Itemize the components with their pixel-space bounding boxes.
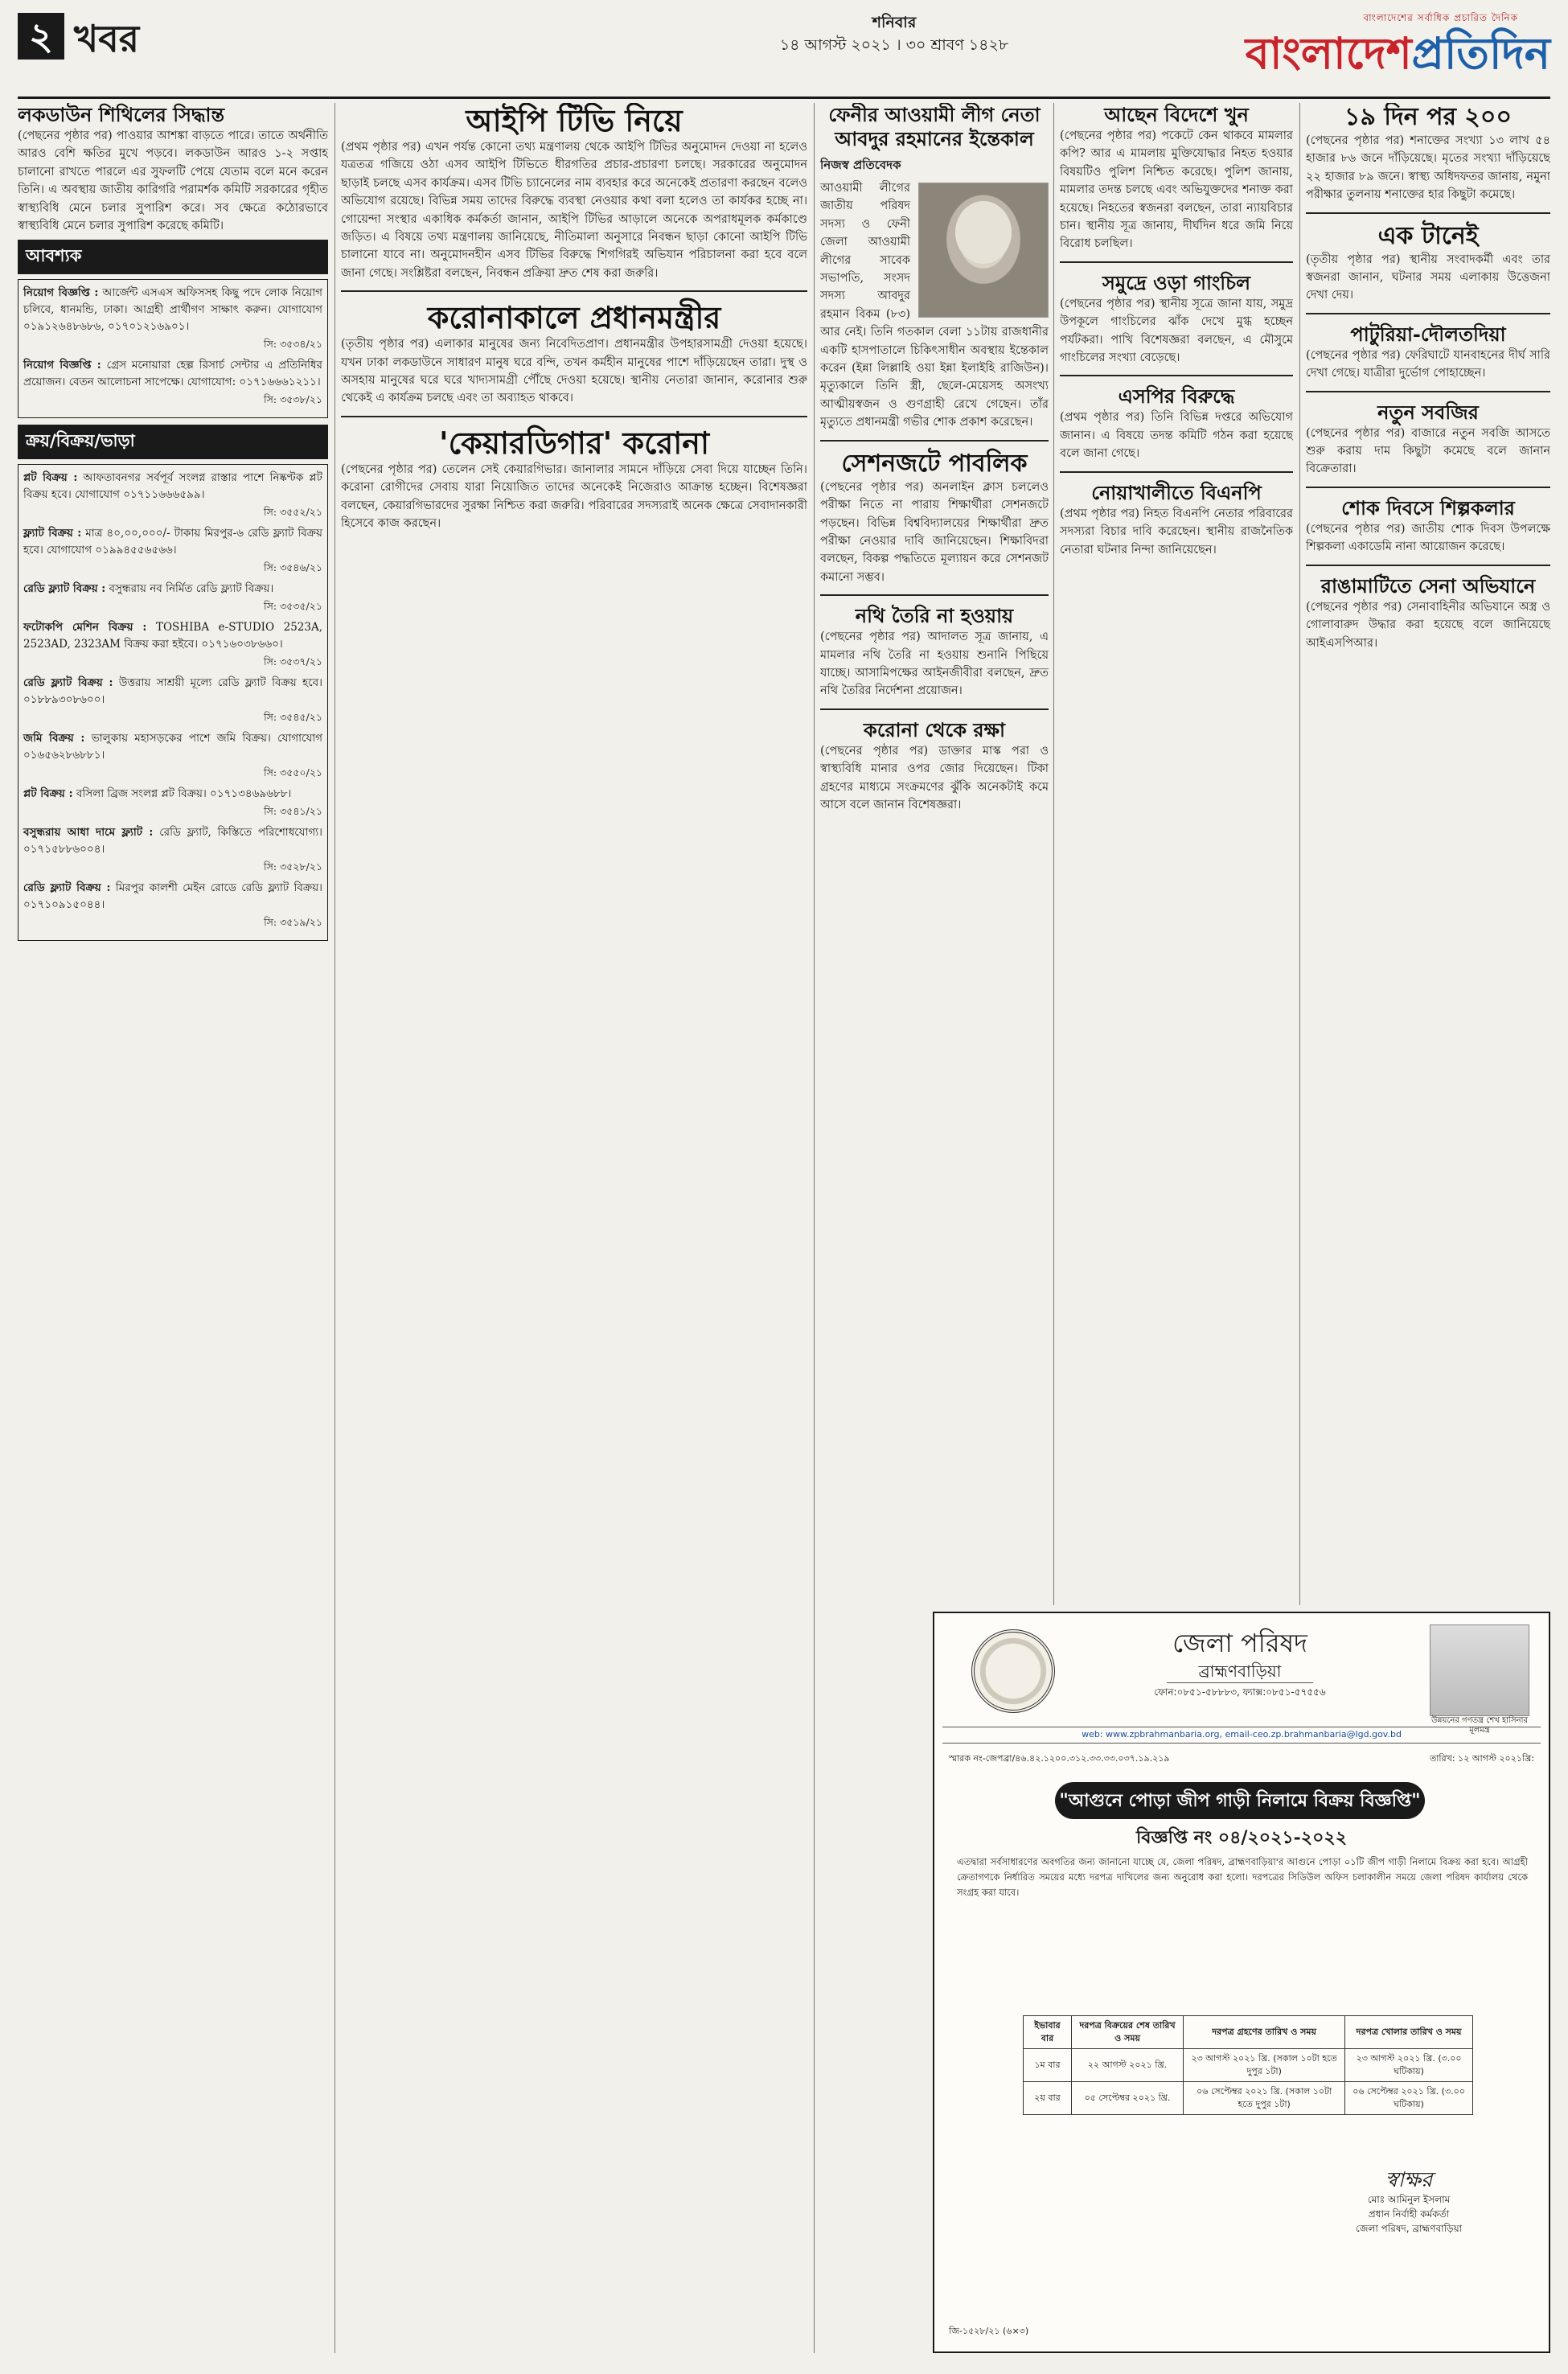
column-three [820, 103, 1049, 1605]
classified-ad [23, 786, 322, 819]
ad-category: প্লট বিক্রয় : [23, 787, 73, 801]
ad-category: নিয়োগ বিজ্ঞপ্তি : [23, 286, 99, 300]
table-cell: ১ম বার [1024, 2049, 1072, 2082]
ad-notice-number: বিজ্ঞপ্তি নং ০৪/২০২১-২০২২ [1135, 1827, 1348, 1848]
table-header: দরপত্র বিক্রয়ের শেষ তারিখ ও সময় [1071, 2016, 1183, 2049]
ad-code: সি: ৩৫৩৭/২১ [264, 655, 322, 668]
ad-category: প্লট বিক্রয় : [23, 471, 78, 485]
ad-code: সি: ৩৫৫০/২১ [264, 766, 322, 779]
headline-ip-tv: আইপি টিভি নিয়ে [466, 103, 683, 138]
headline-sp: এসপির বিরুদ্ধে [1118, 384, 1235, 409]
table-header-row [1024, 2016, 1473, 2049]
ad-code: সি: ৩৫২৮/২১ [264, 860, 322, 873]
ad-text: আফতাবনগর সর্বপূর্ব সংলগ্ন রাস্তার পাশে নিষ্কণ্টক প্লট বিক্রয় হবে। যোগাযোগ ০১৭১১৬৬৬৫৯৯। [23, 471, 322, 502]
ad-code: সি: ৩৫৩৪/২১ [264, 338, 322, 351]
ad-category: জমি বিক্রয় : [23, 732, 85, 745]
date-line [532, 11, 1256, 56]
classified-box-wanted [18, 279, 328, 418]
article-divider [1306, 391, 1550, 392]
column-four [1060, 103, 1293, 1605]
tender-schedule-table [1023, 2015, 1473, 2115]
ad-text: বসিলা ব্রিজ সংলগ্ন প্লট বিক্রয়। ০১৭১৩৪৬৯৬৮৮। [76, 787, 292, 801]
article-divider [820, 440, 1049, 442]
ad-code: সি: ৩৫৩৫/২১ [264, 600, 322, 613]
portrait-image [1430, 1624, 1529, 1716]
article-covid-protection-body: (পেছনের পৃষ্ঠার পর) ডাক্তার মাস্ক পরা ও স্বাস্থ্যবিধি মানার ওপর জোর দিয়েছেন। টিকা গ্রহণের মাধ্যমে সংক্রমণের ঝুঁকি অনেকটাই কমে আসে বলে জানান বিশেষজ্ঞরা। [820, 744, 1049, 811]
ad-text: গ্রেস মনোয়ারা হেল্প রিসার্চ সেন্টার এ প্রতিনিধির প্রয়োজন। বেতন আলোচনা সাপেক্ষে। যোগাযোগ: ০১৭১৬৬৬১২১১। [23, 359, 322, 389]
article-divider [1060, 375, 1293, 376]
ad-code: সি: ৩৫৫২/২১ [264, 506, 322, 519]
ad-text: উত্তরায় সাশ্রয়ী মূল্যে রেডি ফ্ল্যাট বিক্রয় হবে। ০১৮৮৯৩০৮৬০০। [23, 676, 322, 707]
table-cell: ২২ আগস্ট ২০২১ খ্রি. [1071, 2049, 1183, 2082]
table-header: দরপত্র খোলার তারিখ ও সময় [1345, 2016, 1473, 2049]
article-divider [820, 594, 1049, 596]
article-divider [820, 709, 1049, 710]
table-cell: ০৬ সেপ্টেম্বর ২০২১ খ্রি. (৩.০০ ঘটিকায়) [1345, 2082, 1473, 2115]
article-divider [1306, 212, 1550, 214]
classified-title-buy-sell: ক্রয়/বিক্রয়/ভাড়া [18, 425, 328, 459]
tender-advertisement [933, 1612, 1550, 2353]
logo-wordmark [1246, 27, 1550, 79]
table-row [1024, 2049, 1473, 2082]
column-classifieds [18, 103, 328, 2353]
classified-ad [23, 824, 322, 875]
ad-body-text: এতদ্বারা সর্বসাধারণের অবগতির জন্য জানানো যাচ্ছে যে, জেলা পরিষদ, ব্রাহ্মণবাড়িয়া'র আগুনে পোড়া ০১টি জীপ গাড়ী নিলামে বিক্রয় করা হবে। আগ্রহী ক্রেতাগণকে নির্ধারিত সময়ের মধ্যে দরপত্র দাখিলের জন্য অনুরোধ করা হলো। দরপত্রের সিডিউল অফিস চলাকালীন সময়ে জেলা পরিষদ কার্যালয় থেকে সংগ্রহ করা যাবে। [957, 1856, 1528, 1898]
classified-ad [23, 880, 322, 930]
portrait-caption: উন্নয়নের গণতন্ত্র শেখ হাসিনার মূলমন্ত্র [1431, 1716, 1528, 1735]
classified-ad [23, 675, 322, 725]
ad-text: বসুন্ধরায় নব নির্মিত রেডি ফ্ল্যাট বিক্রয়। [109, 582, 274, 596]
ad-banner-title: "আগুনে পোড়া জীপ গাড়ী নিলামে বিক্রয় বিজ্ঞপ্তি" [1055, 1782, 1425, 1819]
ad-phone: ফোন:০৮৫১-৫৮৮৮৩, ফ্যাক্স:০৮৫১-৫৭৫৫৬ [1154, 1686, 1326, 1698]
ad-text: আর্জেন্ট এসএস অফিসসহ কিছু পদে লোক নিয়োগ চলিবে, ধানমন্ডি, ঢাকা। আগ্রহী প্রার্থীগণ সাক্ষাৎ করুন। যোগাযোগ ০১৯১২৬৪৮৬৮৬, ০১৭০১২১৬৯০১। [23, 286, 323, 334]
article-ferry-body: (পেছনের পৃষ্ঠার পর) ফেরিঘাটে যানবাহনের দীর্ঘ সারি দেখা গেছে। যাত্রীরা দুর্ভোগ পোহাচ্ছেন। [1306, 348, 1550, 380]
article-divider [1060, 261, 1293, 263]
article-case-file-body: (পেছনের পৃষ্ঠার পর) আদালত সূত্র জানায়, এ মামলার নথি তৈরি না হওয়ায় শুনানি পিছিয়ে যাচ্ছে। আসামিপক্ষের আইনজীবীরা বলছেন, দ্রুত নথি তৈরির নির্দেশনা প্রয়োজন। [820, 630, 1049, 698]
dates: ১৪ আগস্ট ২০২১ । ৩০ শ্রাবণ ১৪২৮ [779, 36, 1009, 54]
ad-text: TOSHIBA e-STUDIO 2523A, 2523AD, 2323AM বিক্রয় করা হইবে। ০১৭১৬০৩৮৬৬০। [23, 621, 322, 651]
ad-text: রেডি ফ্ল্যাট, কিস্তিতে পরিশোধযোগ্য। ০১৭১৫৮৮৬০০৪। [23, 826, 322, 856]
classified-box-buy-sell [18, 464, 328, 941]
signature: স্বাক্ষর [1385, 2168, 1433, 2192]
classified-ad [23, 357, 322, 408]
headline-pm-covid: করোনাকালে প্রধানমন্ত্রীর [427, 299, 721, 336]
table-header: ইভাবার বার [1024, 2016, 1072, 2049]
article-caregiver-body: (পেছনের পৃষ্ঠার পর) তেলেন সেই কেয়ারগিভার। জানালার সামনে দাঁড়িয়ে সেবা দিয়ে যাচ্ছেন তিনি। করোনা রোগীদের সেবায় যারা নিয়োজিত তাদের অনেকেই নিজেরাও আক্রান্ত হচ্ছেন। বিশেষজ্ঞরা বলছেন, কেয়ারগিভারদের সুরক্ষা নিশ্চিত করা জরুরি। পরিবারের সদস্যরাই অনেক ক্ষেত্রে সেবাদানকারী হিসেবে কাজ করছেন। [341, 462, 807, 531]
signer-name: মোঃ আমিনুল ইসলাম [1367, 2194, 1451, 2205]
ad-category: বসুন্ধরায় আধা দামে ফ্ল্যাট : [23, 826, 154, 840]
ad-category: রেডি ফ্ল্যাট বিক্রয় : [23, 676, 113, 690]
table-cell: ২৩ আগস্ট ২০২১ খ্রি. (সকাল ১০টা হতে দুপুর ১টা) [1184, 2049, 1345, 2082]
logo-accent: প্রতিদিন [1411, 27, 1550, 79]
table-cell: ০৬ সেপ্টেম্বর ২০২১ খ্রি. (সকাল ১০টা হতে দুপুর ১টা) [1184, 2082, 1345, 2115]
article-divider [1306, 487, 1550, 488]
ad-text: ভালুকায় মহাসড়কের পাশে জমি বিক্রয়। যোগাযোগ ০১৬৫৬২৮৬৮৮১। [23, 732, 323, 762]
ad-code: সি: ৩৫৩৮/২১ [264, 393, 322, 406]
headline-mourning-day: শোক দিবসে শিল্পকলার [1341, 495, 1515, 520]
article-lockdown-body: (পেছনের পৃষ্ঠার পর) পাওয়ার আশঙ্কা বাড়তে পারে। তাতে অর্থনীতি আরও বেশি ক্ষতির মুখে পড়বে। লকডাউন আরও ১-২ সপ্তাহ চালানো রাখতে পারলে এর সুফলটি পেয়ে যেতাম বলে মনে করেন তিনি। এ অবস্থায় জাতীয় কারিগরি পরামর্শক কমিটি সরকারের গৃহীত স্বাস্থ্যবিধি মেনে চলার সুপারিশ করে। সব ক্ষেত্রে কঠোরভাবে স্বাস্থ্যবিধি মেনে চলার সুপারিশ করেছে কমিটি। [18, 129, 328, 233]
headline-19-days: ১৯ দিন পর ২০০ [1344, 103, 1512, 131]
ad-organization [1071, 1626, 1409, 1701]
article-seagull-body: (পেছনের পৃষ্ঠার পর) স্থানীয় সূত্রে জানা যায়, সমুদ্র উপকূলে গাংচিলের ঝাঁক দেখে মুগ্ধ হচ্ছেন পর্যটকরা। পাখি বিশেষজ্ঞরা বলছেন, এ মৌসুমে গাংচিলের সংখ্যা বেড়েছে। [1060, 297, 1293, 365]
headline-case-file: নথি তৈরি না হওয়ায় [855, 604, 1014, 628]
article-divider [1306, 565, 1550, 566]
ad-category: রেডি ফ্ল্যাট বিক্রয় : [23, 582, 106, 596]
ad-category: নিয়োগ বিজ্ঞপ্তি : [23, 359, 101, 372]
column-divider [1053, 103, 1054, 1605]
section-label: খবর [74, 17, 140, 60]
article-session-jam-body: (পেছনের পৃষ্ঠার পর) অনলাইন ক্লাস চললেও পরীক্ষা নিতে না পারায় শিক্ষার্থীরা সেশনজটে পড়ছেন। বিভিন্ন বিশ্ববিদ্যালয়ের শিক্ষার্থীরা দ্রুত পরীক্ষা নেওয়ার দাবি জানিয়েছেন। শিক্ষাবিদরা বলছেন, বিকল্প পদ্ধতিতে মূল্যায়ন করে সেশনজট কমানো সম্ভব। [820, 480, 1049, 584]
ad-code: জি-১৫২৮/২১ (৬×৩) [949, 2326, 1029, 2336]
logo-tagline: বাংলাদেশের সর্বাধিক প্রচারিত দৈনিক [1363, 12, 1518, 23]
classified-ad [23, 525, 322, 576]
article-feni-body: আওয়ামী লীগের জাতীয় পরিষদ সদস্য ও ফেনী জেলা আওয়ামী লীগের সাবেক সভাপতি, সংসদ সদস্য আবদুর রহমান বিকম (৮৩) আর নেই। তিনি গতকাল বেলা ১১টায় রাজধানীর একটি হাসপাতালে চিকিৎসাধীন অবস্থায় ইন্তেকাল করেন (ইন্না লিল্লাহি ওয়া ইন্না ইলাইহি রাজিউন)। মৃত্যুকালে তিনি স্ত্রী, ছেলে-মেয়েসহ অসংখ্য আত্মীয়স্বজন ও গুণগ্রাহী রেখে গেছেন। তাঁর মৃত্যুতে প্রধানমন্ত্রী গভীর শোক প্রকাশ করেছেন। [820, 182, 1049, 429]
article-divider [1306, 313, 1550, 314]
article-divider [1060, 471, 1293, 473]
ad-org-name: জেলা পরিষদ [1172, 1628, 1307, 1658]
article-divider [341, 290, 807, 292]
headline-seagull: সমুদ্রে ওড়া গাংচিল [1102, 270, 1250, 294]
headline-feni-leader: ফেনীর আওয়ামী লীগ নেতা আবদুর রহমানের ইন্তেকাল [828, 103, 1041, 150]
article-pm-covid-body: (তৃতীয় পৃষ্ঠার পর) এলাকার মানুষের জন্য নিবেদিতপ্রাণ। প্রধানমন্ত্রীর উপহারসামগ্রী দেওয়া হয়েছে। যখন ঢাকা লকডাউনে সাধারণ মানুষ ঘরে বন্দি, তখন কর্মহীন মানুষের পাশে দাঁড়িয়েছেন তারা। দুস্থ ও অসহায় মানুষের ঘরে ঘরে খাদ্যসামগ্রী পৌঁছে দেওয়া হয়েছে। স্থানীয় নেতারা জানান, করোনার শুরু থেকেই এ কার্যক্রম চলছে এবং তা অব্যাহত থাকবে। [341, 338, 807, 405]
classified-ad [23, 581, 322, 614]
ad-memo-number: স্মারক নং-জেপব্রা/৪৬.৪২.১২০০.৩১২.৩৩.৩৩.০৩৭.১৯.২১৯ [949, 1753, 1170, 1764]
headline-covid-protection: করোনা থেকে রক্ষা [864, 717, 1005, 741]
ad-date: তারিখ: ১২ আগস্ট ২০২১খ্রি: [1429, 1753, 1534, 1764]
headline-one-pull: এক টানেই [1377, 221, 1479, 250]
headline-ferry: পাটুরিয়া-দৌলতদিয়া [1350, 322, 1506, 346]
ad-code: সি: ৩৫১৯/২১ [264, 916, 322, 929]
ad-org-place: ব্রাহ্মণবাড়িয়া [1167, 1660, 1314, 1683]
article-19-days-body: (পেছনের পৃষ্ঠার পর) শনাক্তের সংখ্যা ১৩ লাখ ৫৪ হাজার ৮৬ জনে দাঁড়িয়েছে। মৃতের সংখ্যা দাঁড়িয়েছে ২২ হাজার ৮৯ জনে। স্বাস্থ্য অধিদফতর জানায়, নমুনা পরীক্ষার তুলনায় শনাক্তের হার কিছুটা কমেছে। [1306, 134, 1550, 202]
headline-lockdown: লকডাউন শিথিলের সিদ্ধান্ত [18, 103, 225, 126]
headline-rangamati: রাঙামাটিতে সেনা অভিযানে [1320, 573, 1536, 598]
ad-signature-block [1304, 2168, 1513, 2236]
article-divider [341, 416, 807, 417]
portrait-photo [918, 183, 1049, 318]
table-cell: ০৫ সেপ্টেম্বর ২০২১ খ্রি. [1071, 2082, 1183, 2115]
article-sp-body: (প্রথম পৃষ্ঠার পর) তিনি বিভিন্ন দপ্তরে অভিযোগ জানান। এ বিষয়ে তদন্ত কমিটি গঠন করা হয়েছে বলে জানা গেছে। [1060, 411, 1293, 461]
byline: নিজস্ব প্রতিবেদক [820, 158, 901, 172]
signer-org: জেলা পরিষদ, ব্রাহ্মণবাড়িয়া [1355, 2223, 1463, 2234]
headline-session-jam: সেশনজটে পাবলিক [841, 449, 1028, 478]
classified-ad [23, 730, 322, 781]
classified-ad [23, 470, 322, 520]
column-five [1306, 103, 1550, 1605]
headline-noakhali: নোয়াখালীতে বিএনপি [1091, 480, 1262, 504]
table-row [1024, 2082, 1473, 2115]
logo-main: বাংলাদেশ [1245, 27, 1412, 79]
ad-category: রেডি ফ্ল্যাট বিক্রয় : [23, 881, 111, 895]
headline-caregiver: 'কেয়ারডিগার' করোনা [439, 424, 709, 461]
ad-text: মাত্র ৪০,০০,০০০/- টাকায় মিরপুর-৬ রেডি ফ্ল্যাট বিক্রয় হবে। যোগাযোগ ০১৯৯৪৫৫৬৫৬৬। [23, 527, 322, 557]
headline-vegetables: নতুন সবজির [1377, 400, 1479, 424]
ad-web-email: web: www.zpbrahmanbaria.org, email-ceo.zp.brahmanbaria@lgd.gov.bd [942, 1729, 1541, 1744]
table-cell: ২৩ আগস্ট ২০২১ খ্রি. (৩.০০ ঘটিকায়) [1345, 2049, 1473, 2082]
page-number: ২ [18, 13, 64, 60]
article-murder-body: (পেছনের পৃষ্ঠার পর) পকেটে কেন থাকবে মামলার কপি? আর এ মামলায় মুক্তিযোদ্ধার নিহত হওয়ার বিষয়টিও পুলিশ নিশ্চিত করেছে। পুলিশ জানায়, মামলার তদন্ত চলছে এবং অভিযুক্তদের শনাক্ত করা হয়েছে। নিহতের স্বজনরা বলছেন, তারা ন্যায়বিচার চান। স্থানীয় সূত্র জানায়, দীর্ঘদিন ধরে জমি নিয়ে বিরোধ চলছিল। [1060, 129, 1293, 251]
ad-code: সি: ৩৫৪১/২১ [264, 805, 322, 818]
newspaper-logo [1229, 8, 1550, 105]
headline-murder-abroad: আছেন বিদেশে খুন [1104, 103, 1249, 126]
article-rangamati-body: (পেছনের পৃষ্ঠার পর) সেনাবাহিনীর অভিযানে অস্ত্র ও গোলাবারুদ উদ্ধার করা হয়েছে বলে জানিয়েছে আইএসপিআর। [1306, 600, 1550, 650]
signer-title: প্রধান নির্বাহী কর্মকর্তা [1368, 2208, 1450, 2220]
article-mourning-body: (পেছনের পৃষ্ঠার পর) জাতীয় শোক দিবস উপলক্ষে শিল্পকলা একাডেমি নানা আয়োজন করেছে। [1306, 522, 1550, 554]
ad-text: মিরপুর কালশী মেইন রোডে রেডি ফ্ল্যাট বিক্রয়। ০১৭১০৯১৫০৪৪। [23, 881, 322, 912]
ad-category: ফ্ল্যাট বিক্রয় : [23, 527, 82, 540]
government-seal-icon [971, 1629, 1055, 1713]
classified-ad [23, 619, 322, 670]
classified-ad [23, 285, 322, 352]
column-divider [814, 103, 815, 2353]
table-header: দরপত্র গ্রহণের তারিখ ও সময় [1184, 2016, 1345, 2049]
article-one-pull-body: (তৃতীয় পৃষ্ঠার পর) স্থানীয় সংবাদকর্মী এবং তার স্বজনরা জানান, ঘটনার সময় এলাকায় উত্তেজনা দেখা দেয়। [1306, 253, 1550, 302]
article-noakhali-body: (প্রথম পৃষ্ঠার পর) নিহত বিএনপি নেতার পরিবারের সদস্যরা বিচার দাবি করেছেন। স্থানীয় রাজনৈতিক নেতারা ঘটনার নিন্দা জানিয়েছেন। [1060, 507, 1293, 557]
weekday: শনিবার [872, 14, 917, 31]
masthead-rule [18, 97, 1550, 99]
ad-code: সি: ৩৫৪৬/২১ [264, 561, 322, 574]
article-ip-tv-body: (প্রথম পৃষ্ঠার পর) এখন পর্যন্ত কোনো তথ্য মন্ত্রণালয় থেকে আইপি টিভির অনুমোদন দেওয়া না হলেও যত্রতত্র গজিয়ে ওঠা এসব আইপি টিভিতে ধীরগতির প্রচার-প্রচারণা চলছে। সরকারের অনুমোদন ছাড়াই চলছে এসব কার্যক্রম। এসব টিভি চ্যানেলের নাম ব্যবহার করে অনেকেই প্রতারণা করছেন বলেও অভিযোগ রয়েছে। বিভিন্ন সময় তাদের বিরুদ্ধে ব্যবস্থা নেওয়ার কথা বলা হলেও তা কার্যকর হচ্ছে না। গোয়েন্দা সংস্থার একাধিক কর্মকর্তা জানান, আইপি টিভির আড়ালে অনেকে অপরাধমূলক কর্মকাণ্ডে জড়িত। এ বিষয়ে তথ্য মন্ত্রণালয় জানিয়েছে, নীতিমালা অনুসারে নিবন্ধন ছাড়া কোনো আইপি টিভি চালানো যাবে না। অনুমোদনহীন এসব টিভির বিরুদ্ধে শিগগিরই অভিযান পরিচালনা করা হবে বলে জানা গেছে। সংশ্লিষ্টরা বলছেন, নিবন্ধন প্রক্রিয়া দ্রুত শেষ করা জরুরি। [341, 141, 807, 280]
masthead [18, 8, 1550, 105]
column-divider [1299, 103, 1300, 1605]
ad-code: সি: ৩৫৪৫/২১ [264, 711, 322, 724]
article-vegetables-body: (পেছনের পৃষ্ঠার পর) বাজারে নতুন সবজি আসতে শুরু করায় দাম কিছুটা কমেছে বলে জানান বিক্রেতারা। [1306, 426, 1550, 476]
ad-category: ফটোকপি মেশিন বিক্রয় : [23, 621, 147, 635]
classified-title-wanted: আবশ্যক [18, 240, 328, 274]
table-cell: ২য় বার [1024, 2082, 1072, 2115]
column-two [341, 103, 807, 2353]
